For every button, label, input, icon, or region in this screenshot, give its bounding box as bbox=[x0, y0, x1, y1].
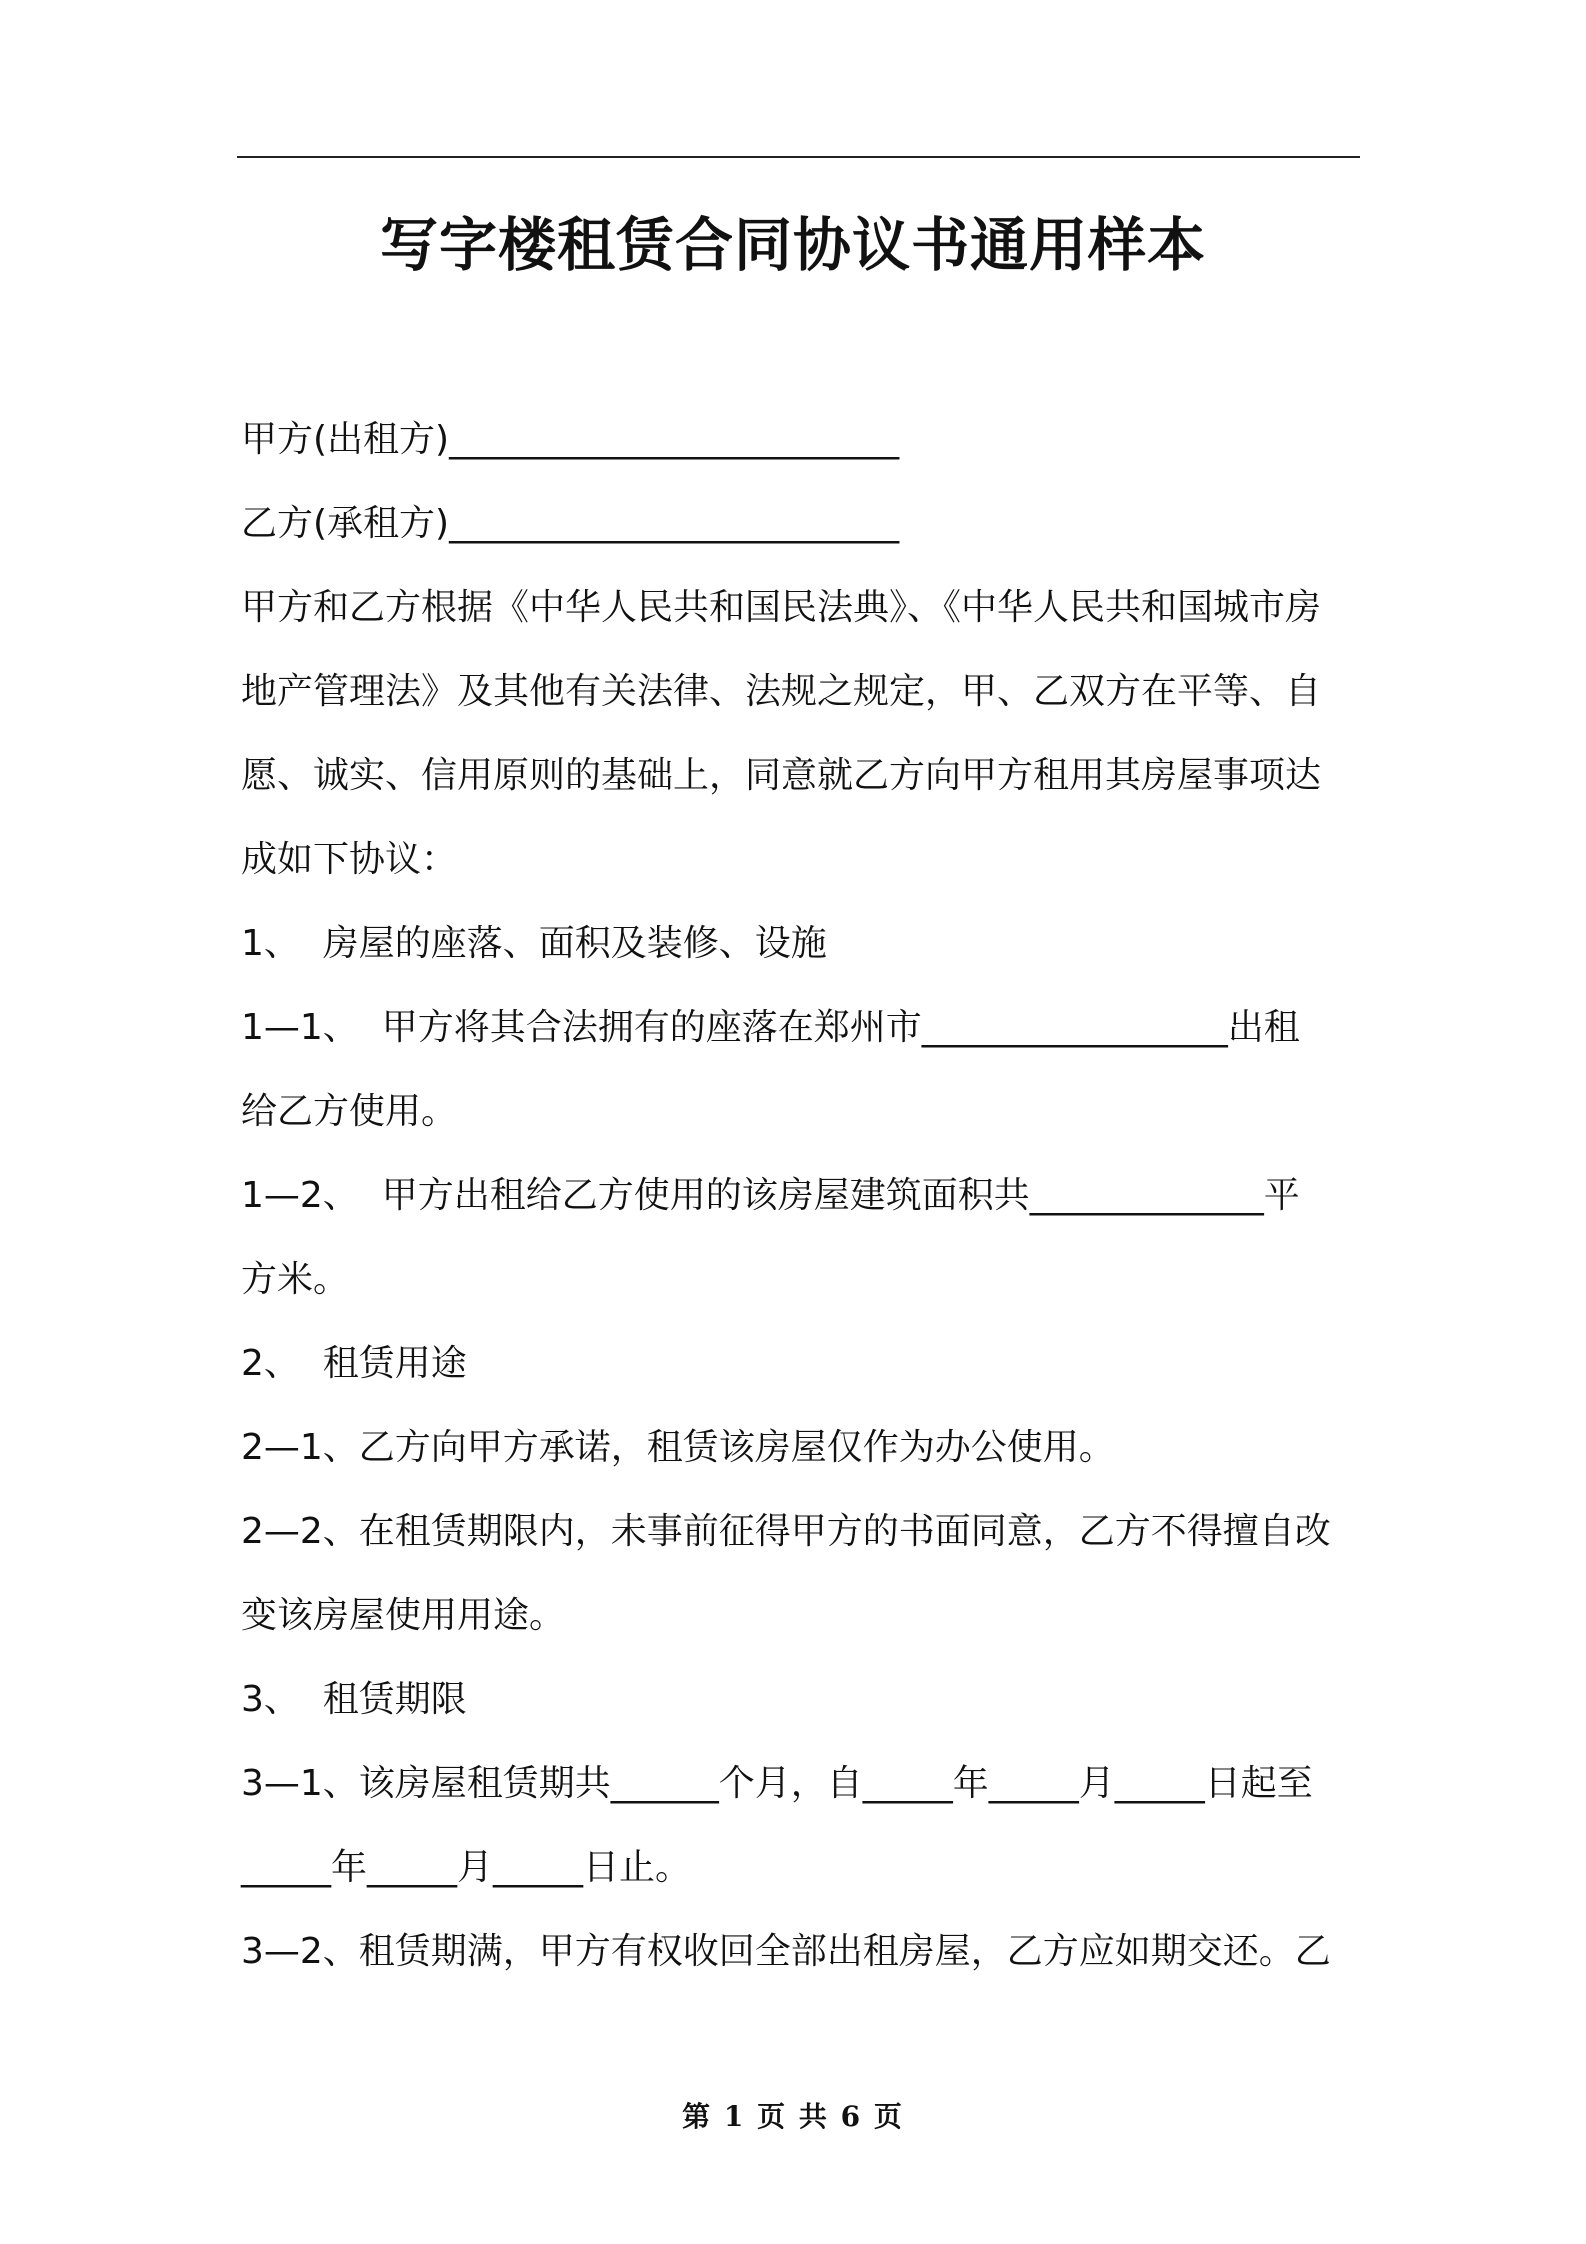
clause-line: 1—2、 甲方出租给乙方使用的该房屋建筑面积共_____________平 bbox=[241, 1175, 1300, 1216]
clause-line: 方米。 bbox=[241, 1259, 350, 1300]
section-heading: 2、 租赁用途 bbox=[241, 1343, 467, 1384]
clause-line: 变该房屋使用用途。 bbox=[241, 1595, 566, 1636]
clause-line: 3—2、租赁期满，甲方有权收回全部出租房屋，乙方应如期交还。乙 bbox=[241, 1931, 1331, 1972]
preamble-line: 愿、诚实、信用原则的基础上，同意就乙方向甲方租用其房屋事项达 bbox=[241, 755, 1322, 796]
lessor-line: 甲方(出租方)_________________________ bbox=[241, 419, 900, 460]
page-number: 第 1 页 共 6 页 bbox=[682, 2100, 904, 2133]
clause-line: 3—1、该房屋租赁期共______个月，自_____年_____月_____日起至 bbox=[241, 1763, 1313, 1804]
document-title: 写字楼租赁合同协议书通用样本 bbox=[379, 211, 1206, 279]
preamble-line: 甲方和乙方根据《中华人民共和国民法典》、《中华人民共和国城市房 bbox=[241, 587, 1322, 628]
clause-line: 1—1、 甲方将其合法拥有的座落在郑州市_________________出租 bbox=[241, 1007, 1300, 1048]
section-heading: 1、 房屋的座落、面积及装修、设施 bbox=[241, 923, 827, 964]
clause-line: 给乙方使用。 bbox=[241, 1091, 458, 1132]
header-rule bbox=[237, 156, 1360, 158]
section-heading: 3、 租赁期限 bbox=[241, 1679, 467, 1720]
clause-line: 2—2、在租赁期限内，未事前征得甲方的书面同意，乙方不得擅自改 bbox=[241, 1511, 1331, 1552]
lessee-line: 乙方(承租方)_________________________ bbox=[241, 503, 900, 544]
clause-line: _____年_____月_____日止。 bbox=[241, 1847, 692, 1888]
preamble-line: 成如下协议： bbox=[241, 839, 458, 880]
preamble-line: 地产管理法》及其他有关法律、法规之规定，甲、乙双方在平等、自 bbox=[241, 671, 1322, 712]
document-body bbox=[241, 398, 1361, 1994]
clause-line: 2—1、乙方向甲方承诺，租赁该房屋仅作为办公使用。 bbox=[241, 1427, 1115, 1468]
